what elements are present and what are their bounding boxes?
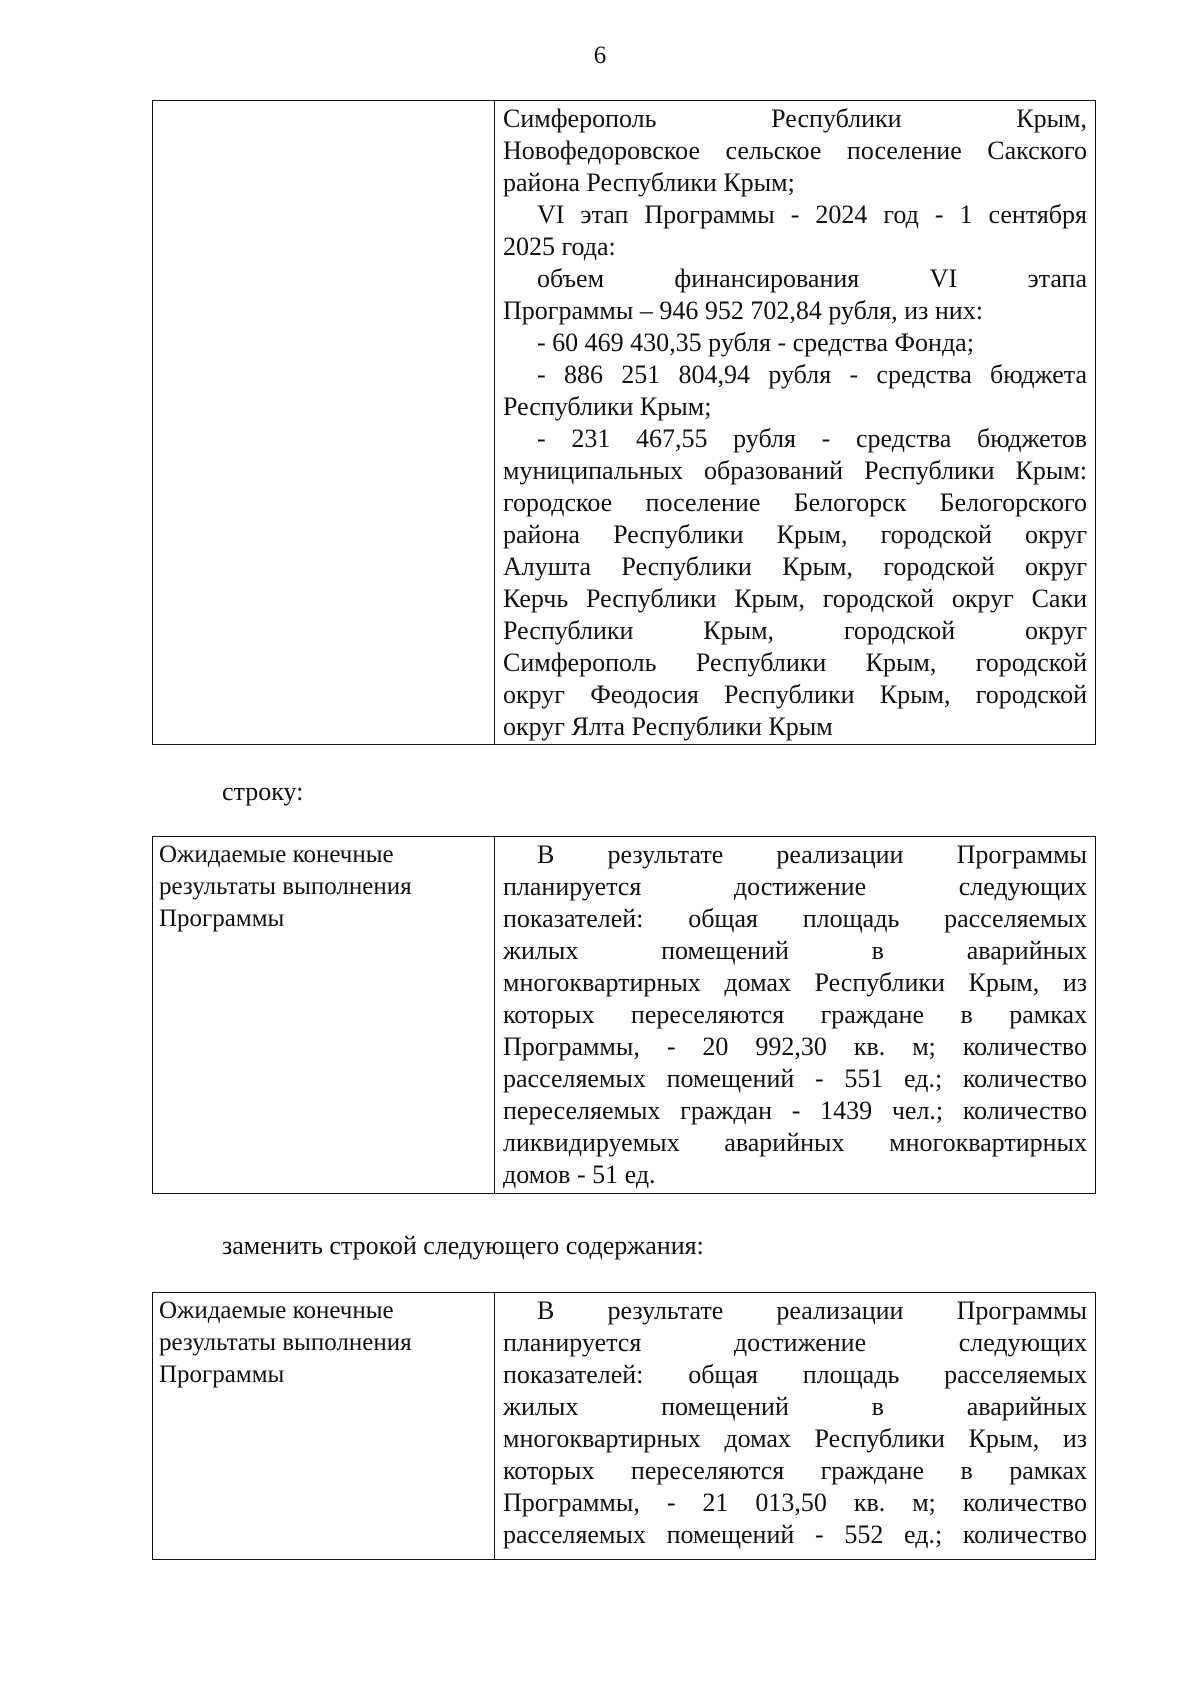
- text-line: округ Феодосия Республики Крым, городской: [503, 680, 1087, 709]
- text-line: показателей: общая площадь расселяемых: [503, 1360, 1087, 1389]
- text-line: Программы, - 20 992,30 кв. м; количество: [503, 1032, 1087, 1061]
- text-line: 2025 года:: [503, 232, 616, 261]
- funding-table-right-cell: [495, 101, 1095, 744]
- paragraph-replace: заменить строкой следующего содержания:: [222, 1231, 704, 1260]
- text-line: - 231 467,55 рубля - средства бюджетов: [537, 424, 1087, 453]
- text-line: которых переселяются граждане в рамках: [503, 1000, 1087, 1029]
- text-line: показателей: общая площадь расселяемых: [503, 904, 1087, 933]
- text-line: Программы, - 21 013,50 кв. м; количество: [503, 1488, 1087, 1517]
- text-line: - 60 469 430,35 рубля - средства Фонда;: [537, 328, 974, 357]
- left-cell-line: Программы: [159, 1361, 285, 1388]
- text-line: В результате реализации Программы: [537, 1296, 1087, 1325]
- left-cell-line: Ожидаемые конечные: [159, 1297, 394, 1324]
- text-line: Программы – 946 952 702,84 рубля, из них:: [503, 296, 983, 325]
- text-line: Алушта Республики Крым, городской округ: [503, 552, 1087, 581]
- text-line: которых переселяются граждане в рамках: [503, 1456, 1087, 1485]
- old-results-table: [152, 836, 1096, 1194]
- text-line: многоквартирных домах Республики Крым, из: [503, 1424, 1087, 1453]
- text-line: расселяемых помещений - 552 ед.; количество: [503, 1520, 1087, 1549]
- text-line: Симферополь Республики Крым, городской: [503, 648, 1087, 677]
- text-line: района Республики Крым, городской округ: [503, 520, 1087, 549]
- new-results-table: [152, 1292, 1096, 1560]
- text-line: района Республики Крым;: [503, 168, 795, 197]
- text-line: жилых помещений в аварийных: [503, 936, 1087, 965]
- text-line: Республики Крым;: [503, 392, 712, 421]
- text-line: Симферополь Республики Крым,: [503, 104, 1087, 133]
- text-line: Новофедоровское сельское поселение Сакского: [503, 136, 1087, 165]
- text-line: В результате реализации Программы: [537, 840, 1087, 869]
- text-line: объем финансирования VI этапа: [537, 264, 1087, 293]
- old-results-right-cell: [495, 837, 1095, 1193]
- text-line: планируется достижение следующих: [503, 1328, 1087, 1357]
- text-line: ликвидируемых аварийных многоквартирных: [503, 1128, 1087, 1157]
- text-line: переселяемых граждан - 1439 чел.; количество: [503, 1096, 1087, 1125]
- paragraph-stroku: строку:: [222, 777, 304, 806]
- left-cell-line: Ожидаемые конечные: [159, 841, 394, 868]
- text-line: - 886 251 804,94 рубля - средства бюджета: [537, 360, 1087, 389]
- old-results-left-cell: [153, 837, 495, 1193]
- text-line: планируется достижение следующих: [503, 872, 1087, 901]
- text-line: городское поселение Белогорск Белогорского: [503, 488, 1087, 517]
- text-line: домов - 51 ед.: [503, 1160, 656, 1189]
- left-cell-line: результаты выполнения: [159, 873, 412, 900]
- left-cell-line: результаты выполнения: [159, 1329, 412, 1356]
- text-line: муниципальных образований Республики Крым:: [503, 456, 1087, 485]
- funding-table: [152, 100, 1096, 745]
- left-cell-line: Программы: [159, 905, 285, 932]
- funding-table-left-cell: [153, 101, 495, 744]
- text-line: расселяемых помещений - 551 ед.; количество: [503, 1064, 1087, 1093]
- text-line: многоквартирных домах Республики Крым, из: [503, 968, 1087, 997]
- page-number: 6: [593, 42, 607, 69]
- text-line: Республики Крым, городской округ: [503, 616, 1087, 645]
- new-results-right-cell: [495, 1293, 1095, 1559]
- new-results-left-cell: [153, 1293, 495, 1559]
- text-line: Керчь Республики Крым, городской округ Саки: [503, 584, 1087, 613]
- text-line: VI этап Программы - 2024 год - 1 сентября: [537, 200, 1087, 229]
- text-line: жилых помещений в аварийных: [503, 1392, 1087, 1421]
- text-line: округ Ялта Республики Крым: [503, 712, 833, 741]
